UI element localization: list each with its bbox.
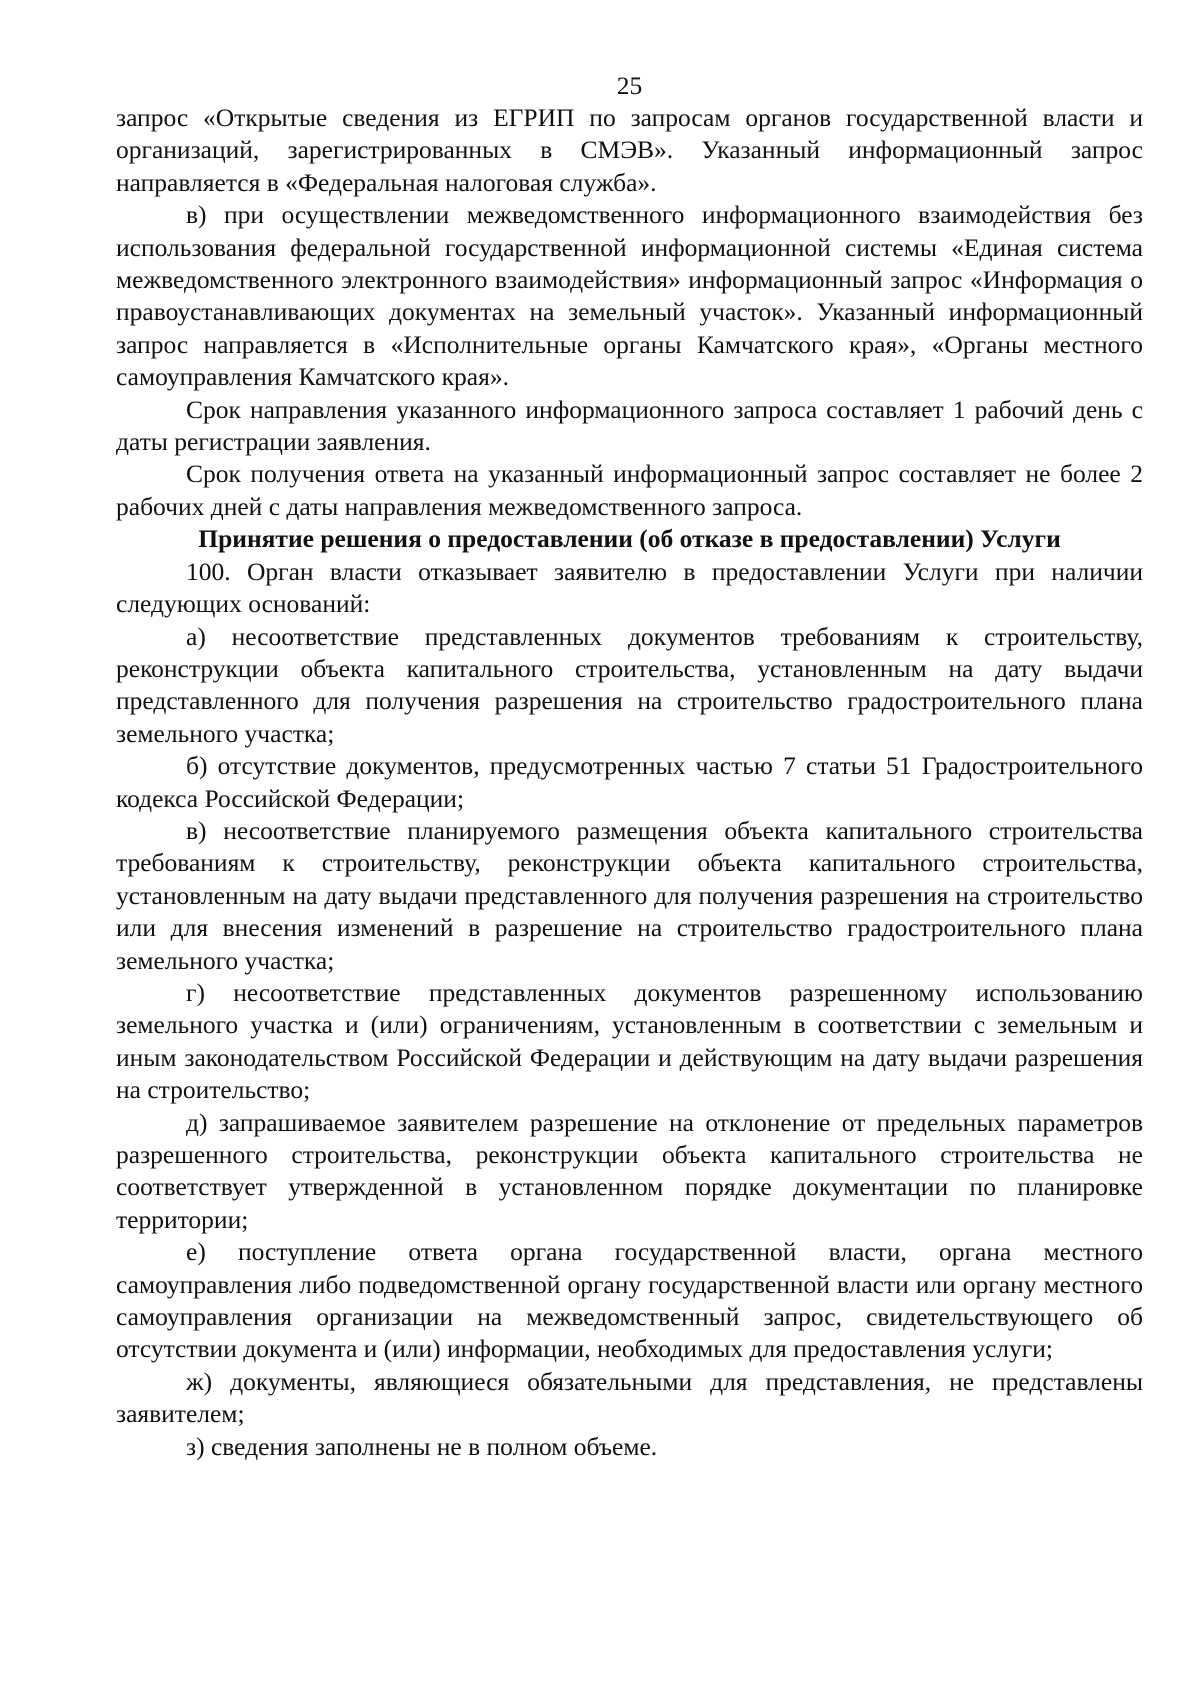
- document-page: [116, 70, 1143, 1463]
- list-item-a: а) несоответствие представленных документов требованиям к строительству, реконструкции объекта капитального строительства, установленным на дату выдачи представленного для получения разрешения на строительство градостроительного плана земельного участка;: [116, 621, 1143, 748]
- list-item-b: б) отсутствие документов, предусмотренных частью 7 статьи 51 Градостроительного кодекса Российской Федерации;: [116, 751, 1143, 813]
- paragraph-item-v-interagency: в) при осуществлении межведомственного информационного взаимодействия без использования федеральной государственной информационной системы «Единая система межведомственного электронного взаимодействия» информационный запрос «Информация о правоустанавливающих документах на земельный участок». Указанный информационный запрос направляется в «Исполнительные органы Камчатского края», «Органы местного самоуправления Камчатского края».: [116, 200, 1143, 392]
- list-item-g: г) несоответствие представленных документов разрешенному использованию земельного участка и (или) ограничениям, установленным в соответствии с земельным и иным законодательством Российской Федерации и действующим на дату выдачи разрешения на строительство;: [116, 977, 1143, 1105]
- list-item-v: в) несоответствие планируемого размещения объекта капитального строительства требованиям к строительству, реконструкции объекта капитального строительства, установленным на дату выдачи представленного для получения разрешения на строительство или для внесения изменений в разрешение на строительство градостроительного плана земельного участка;: [116, 815, 1143, 975]
- list-item-zh: ж) документы, являющиеся обязательными для представления, не представлены заявителем;: [116, 1366, 1143, 1429]
- paragraph-request-deadline: Срок направления указанного информационного запроса составляет 1 рабочий день с даты регистрации заявления.: [116, 394, 1143, 457]
- paragraph-response-deadline: Срок получения ответа на указанный информационный запрос составляет не более 2 рабочих дней с даты направления межведомственного запроса.: [116, 459, 1143, 521]
- list-item-d: д) запрашиваемое заявителем разрешение на отклонение от предельных параметров разрешенного строительства, реконструкции объекта капитального строительства не соответствует утвержденной в установленном порядке документации по планировке территории;: [116, 1107, 1143, 1234]
- section-heading: Принятие решения о предоставлении (об отказе в предоставлении) Услуги: [198, 524, 1061, 554]
- list-item-e: е) поступление ответа органа государственной власти, органа местного самоуправления либо подведомственной органу государственной власти или органу местного самоуправления организации на межведомственный запрос, свидетельствующего об отсутствии документа и (или) информации, необходимых для предоставления услуги;: [116, 1237, 1143, 1364]
- paragraph-egrip-request: запрос «Открытые сведения из ЕГРИП по запросам органов государственной власти и организаций, зарегистрированных в СМЭВ». Указанный информационный запрос направляется в «Федеральная налоговая служба».: [116, 103, 1143, 197]
- page-number: 25: [616, 71, 643, 100]
- paragraph-100-refusal: 100. Орган власти отказывает заявителю в предоставлении Услуги при наличии следующих оснований:: [116, 556, 1143, 619]
- list-item-z: з) сведения заполнены не в полном объеме.: [186, 1431, 658, 1461]
